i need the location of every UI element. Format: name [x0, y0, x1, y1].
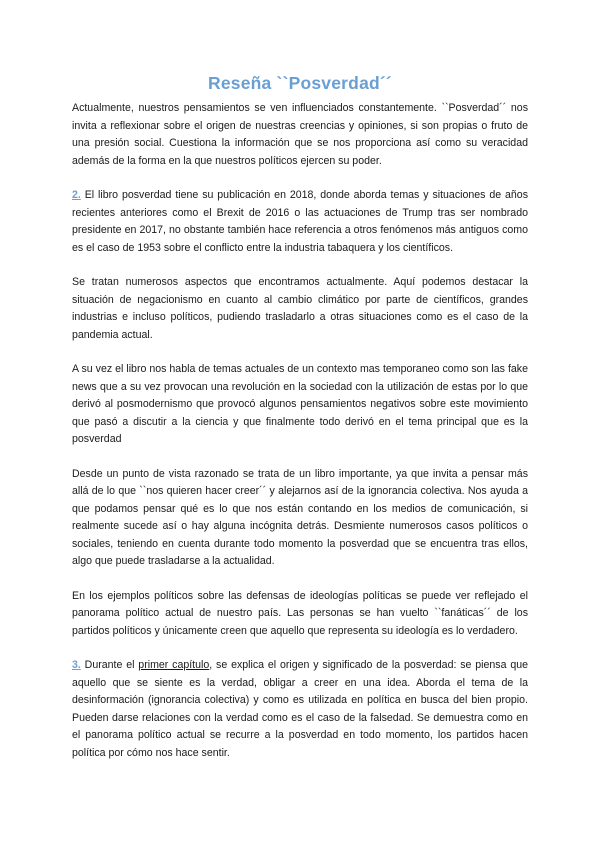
first-chapter-underlined: primer capítulo	[138, 659, 210, 671]
paragraph-first-chapter-text-a: Durante el	[80, 659, 139, 671]
paragraph-first-chapter-text-b: , se explica el origen y significado de la posverdad: se piensa que aquello que se siente es la verdad, obligar a creer en una idea. Aborda el tema de la desinformación (ignorancia colectiva) y como es utilizada en política en busca del bien propio. Pueden darse relaciones con la verdad como es el caso de la falsedad. Se demuestra como en el panorama político actual se recurre a la posverdad en todo momento, los partidos hacen política por cómo nos hace sentir.	[72, 659, 528, 759]
document-page	[72, 72, 528, 779]
section-number-2: 2.	[72, 189, 81, 201]
paragraph-publication-text: El libro posverdad tiene su publicación en 2018, donde aborda temas y situaciones de años recientes anteriores como el Brexit de 2016 o las actuaciones de Trump tras ser nombrado presidente en 2017, no obstante también hace referencia a otros fenómenos más antiguos como es el caso de 1953 sobre el conflicto entre la industria tabaquera y los científicos.	[72, 189, 528, 254]
paragraph-publication	[72, 187, 528, 257]
paragraph-reasoned-view: Desde un punto de vista razonado se trata de un libro importante, ya que invita a pensar más allá de lo que ``nos quieren hacer creer´´ y alejarnos así de la ignorancia colectiva. Nos ayuda a que podamos pensar qué es lo que nos están contando en los medios de comunicación, si realmente sucede así o hay alguna incógnita detrás. Desmiente numerosos casos políticos o sociales, teniendo en cuenta durante todo momento la posverdad que se encuentra tras ellos, algo que puede trasladarse a la actualidad.	[72, 467, 528, 567]
paragraph-current-topics: A su vez el libro nos habla de temas actuales de un contexto mas temporaneo como son las fake news que a su vez provocan una revolución en la sociedad con la utilización de estas por lo que derivó al posmodernismo que provocó algunos pensamientos negativos sobre este movimiento que pasó a discutir a la ciencia y que finalmente todo derivó en el tema principal que es la posverdad	[72, 363, 528, 445]
paragraph-aspects: Se tratan numerosos aspectos que encontramos actualmente. Aquí podemos destacar la situación de negacionismo en cuanto al cambio climático por parte de científicos, grandes industrias e incluso políticos, pudiendo trasladarlo a otras situaciones como es el caso de la pandemia actual.	[72, 276, 528, 341]
section-number-3: 3.	[72, 659, 81, 671]
paragraph-intro: Actualmente, nuestros pensamientos se ven influenciados constantemente. ``Posverdad´´ nos invita a reflexionar sobre el origen de nuestras creencias y opiniones, si son propias o fruto de una presión social. Cuestiona la información que se nos proporciona así como su veracidad además de la forma en la que nuestros políticos ejercen su poder.	[72, 102, 528, 167]
paragraph-political-examples: En los ejemplos políticos sobre las defensas de ideologías políticas se puede ver reflejado el panorama político actual de nuestro país. Las personas se han vuelto ``fanáticas´´ de los partidos políticos y únicamente creen que aquello que representa su ideología es lo verdadero.	[72, 589, 528, 637]
paragraph-first-chapter	[72, 657, 528, 762]
document-title: Reseña ``Posverdad´´	[208, 73, 392, 93]
